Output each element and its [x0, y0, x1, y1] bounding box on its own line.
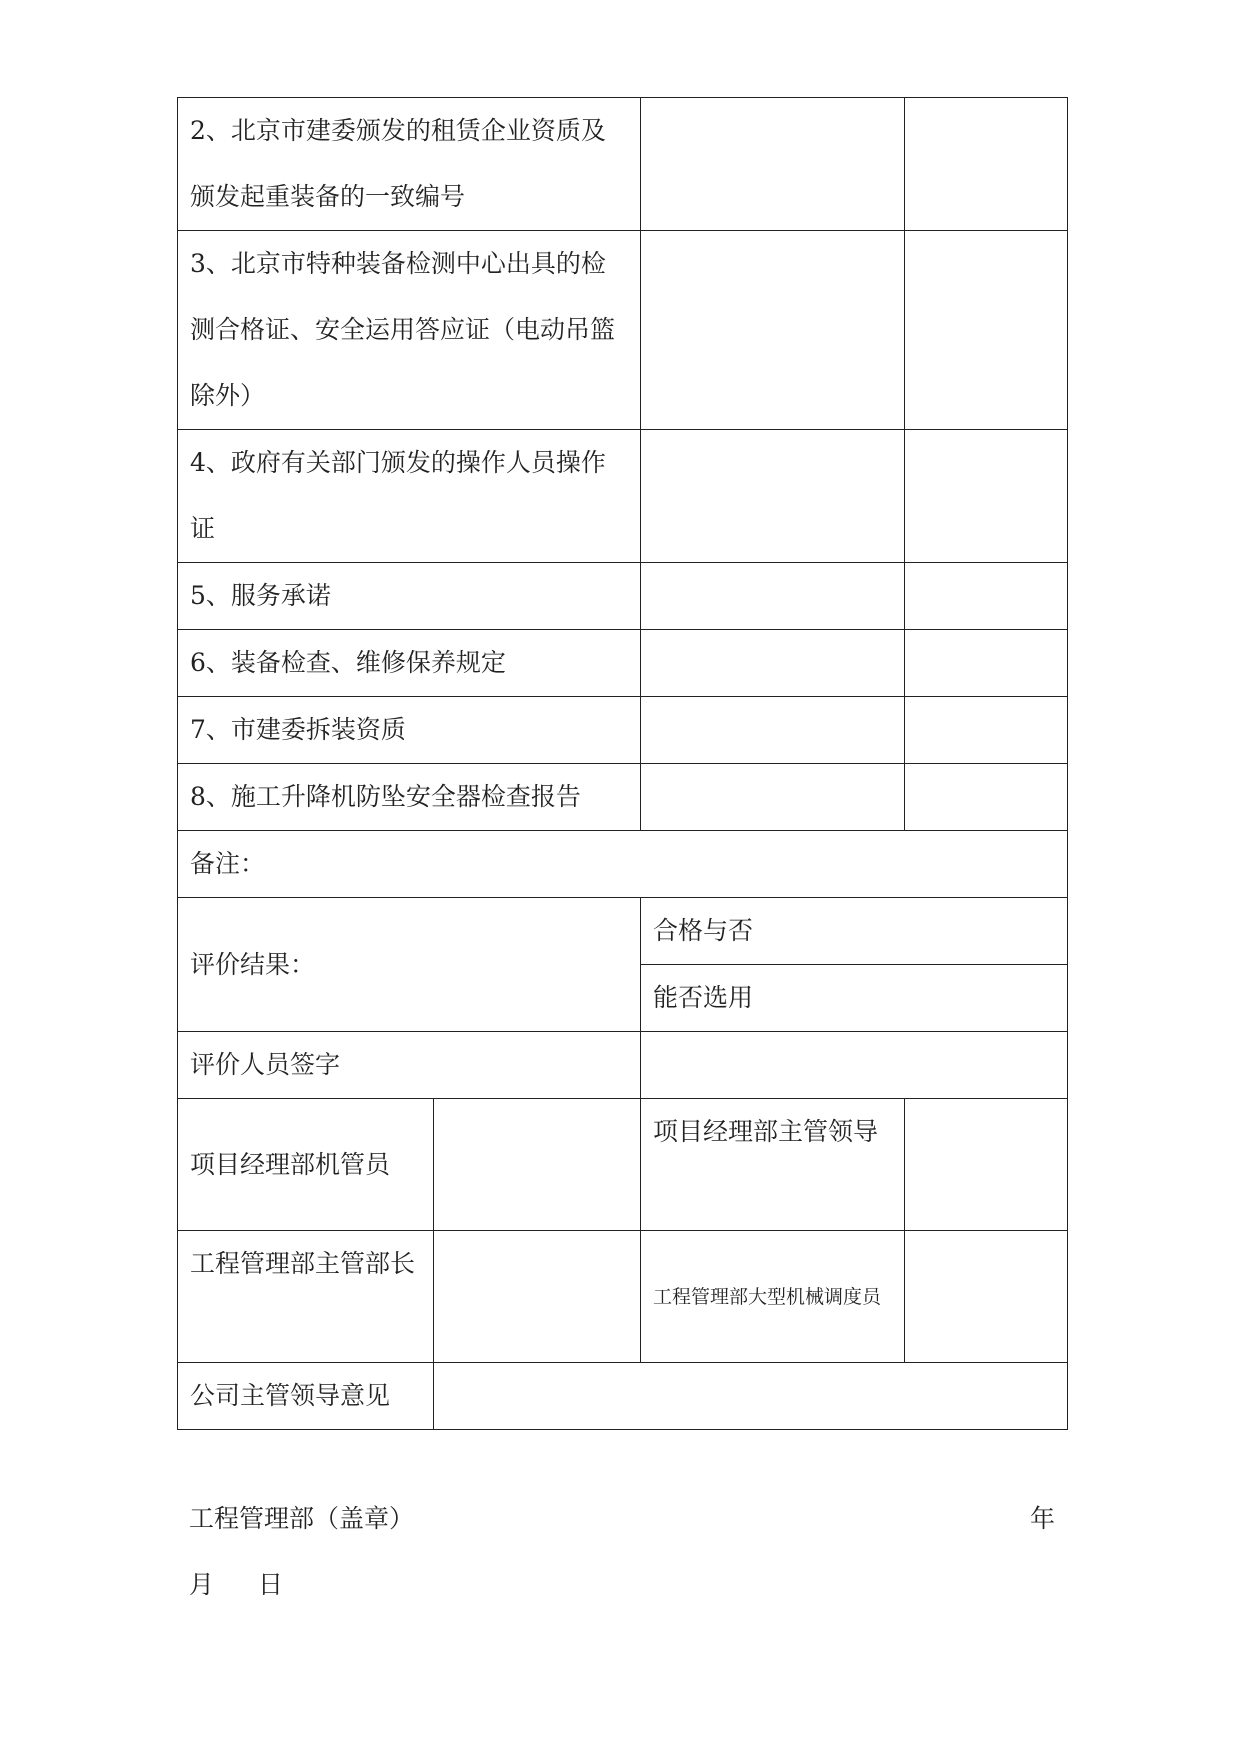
table-row [178, 563, 1068, 630]
eng-dept-head-label: 工程管理部主管部长 [178, 1231, 434, 1363]
project-mech-officer-label: 项目经理部机管员 [178, 1099, 434, 1231]
item-2-value-cell[interactable] [641, 98, 905, 231]
remarks-label: 备注： [178, 831, 1068, 898]
date-day-label: 日 [258, 1570, 284, 1599]
item-6-remark-cell[interactable] [905, 630, 1068, 697]
item-8-remark-cell[interactable] [905, 764, 1068, 831]
evaluation-result-label: 评价结果： [178, 898, 641, 1032]
item-8-value-cell[interactable] [641, 764, 905, 831]
item-7-label: 7、市建委拆装资质 [178, 697, 641, 764]
table-row [178, 630, 1068, 697]
item-4-remark-cell[interactable] [905, 430, 1068, 563]
item-8-label: 8、施工升降机防坠安全器检查报告 [178, 764, 641, 831]
company-leader-opinion-label: 公司主管领导意见 [178, 1363, 434, 1430]
item-5-value-cell[interactable] [641, 563, 905, 630]
table-row [178, 430, 1068, 563]
item-5-remark-cell[interactable] [905, 563, 1068, 630]
item-6-label: 6、装备检查、维修保养规定 [178, 630, 641, 697]
department-stamp-label: 工程管理部（盖章） [189, 1504, 415, 1533]
project-mech-officer-signature-cell[interactable] [434, 1099, 641, 1231]
company-leader-opinion-cell[interactable] [434, 1363, 1068, 1430]
table-row [178, 1099, 1068, 1231]
item-2-label: 2、北京市建委颁发的租赁企业资质及颁发起重装备的一致编号 [178, 98, 641, 231]
item-5-label: 5、服务承诺 [178, 563, 641, 630]
table-row [178, 1363, 1068, 1430]
item-6-value-cell[interactable] [641, 630, 905, 697]
item-3-label: 3、北京市特种装备检测中心出具的检测合格证、安全运用答应证（电动吊篮除外） [178, 231, 641, 430]
item-7-value-cell[interactable] [641, 697, 905, 764]
usable-label: 能否选用 [641, 965, 1068, 1032]
table-row [178, 231, 1068, 430]
item-3-value-cell[interactable] [641, 231, 905, 430]
item-4-label: 4、政府有关部门颁发的操作人员操作证 [178, 430, 641, 563]
table-row [178, 697, 1068, 764]
qualified-label: 合格与否 [641, 898, 1068, 965]
project-leader-signature-cell[interactable] [905, 1099, 1068, 1231]
date-month-label: 月 [189, 1570, 215, 1599]
equipment-evaluation-table [177, 97, 1068, 1430]
project-leader-label: 项目经理部主管领导 [641, 1099, 905, 1231]
table-row [178, 898, 1068, 965]
table-row [178, 1032, 1068, 1099]
eng-dispatcher-signature-cell[interactable] [905, 1231, 1068, 1363]
item-3-remark-cell[interactable] [905, 231, 1068, 430]
table-row [178, 764, 1068, 831]
table-row [178, 1231, 1068, 1363]
table-row [178, 98, 1068, 231]
eng-dept-head-signature-cell[interactable] [434, 1231, 641, 1363]
date-year-label: 年 [1030, 1504, 1056, 1533]
item-7-remark-cell[interactable] [905, 697, 1068, 764]
table-row [178, 831, 1068, 898]
evaluator-signature-cell[interactable] [641, 1032, 1068, 1099]
item-4-value-cell[interactable] [641, 430, 905, 563]
item-2-remark-cell[interactable] [905, 98, 1068, 231]
evaluator-signature-label: 评价人员签字 [178, 1032, 641, 1099]
eng-dispatcher-label: 工程管理部大型机械调度员 [641, 1231, 905, 1363]
